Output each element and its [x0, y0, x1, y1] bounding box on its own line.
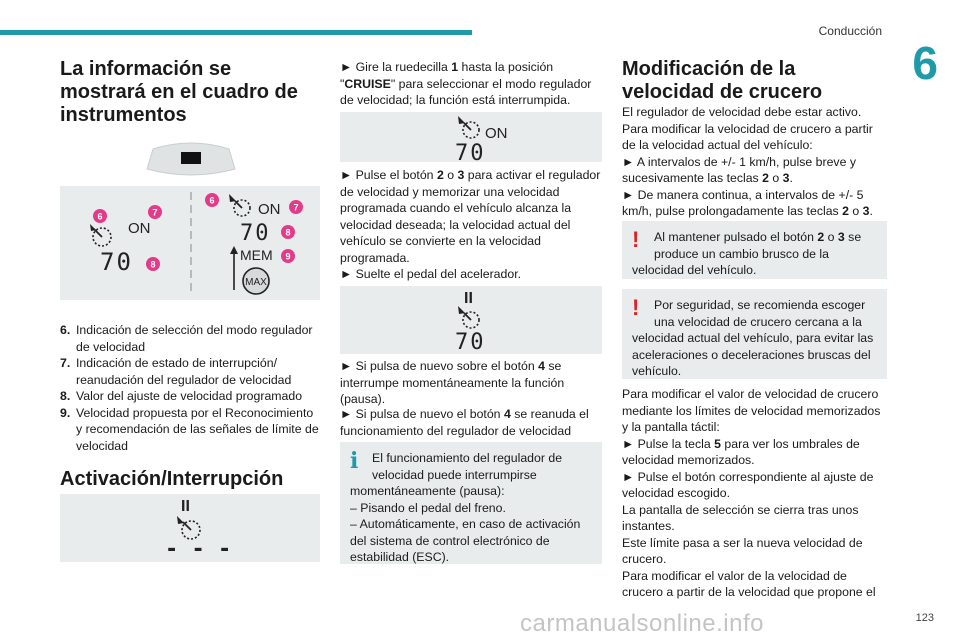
svg-text:II: II [464, 290, 473, 307]
svg-text:ON: ON [485, 125, 508, 142]
info-icon: i [350, 448, 359, 474]
mem-label: MEM [240, 247, 273, 263]
header-accent-bar [0, 30, 472, 35]
section-heading-display: La información se mostrará en el cuadro de instrumentos [60, 58, 298, 126]
svg-text:7: 7 [152, 207, 158, 218]
warning-icon: ! [632, 227, 640, 252]
badge-6-label: 6 [97, 211, 103, 222]
svg-text:ON: ON [258, 201, 281, 218]
svg-text:7: 7 [293, 202, 299, 213]
pause-indicator: II [181, 498, 190, 515]
step-select-mode: ► Gire la ruedecilla 1 hasta la posición "CRUISE" para seleccionar el modo regulador de velocidad; la función está interrumpida. [340, 60, 592, 107]
svg-text:70: 70 [455, 141, 486, 162]
warning-icon: ! [632, 295, 640, 320]
svg-text:6: 6 [209, 195, 215, 206]
warning-box-2: ! Por seguridad, se recomienda escoger una velocidad de crucero cercana a la velocidad actual del vehículo, para evitar las aceleraciones o deceleraciones bruscas del vehículo. [622, 289, 887, 379]
svg-text:70: 70 [240, 221, 271, 246]
chapter-title: Conducción [818, 24, 882, 38]
cluster-display-figure [60, 186, 320, 300]
chapter-number: 6 [912, 37, 938, 89]
modify-intro: El regulador de velocidad debe estar activo. Para modificar la velocidad de crucero a partir de la velocidad actual del vehículo: ► A intervalos de +/- 1 km/h, pulse breve y sucesivamente las teclas 2 o 3. ► De manera continua, a intervalos de +/- 5 km/h, pulse prolongadamente las teclas 2 o 3. [622, 105, 873, 218]
svg-text:8: 8 [285, 227, 291, 238]
warning-box-1: ! Al mantener pulsado el botón 2 o 3 se produce un cambio brusco de la velocidad del vehículo. [622, 221, 887, 279]
legend-item: 7. Indicación de estado de interrupción/ reanudación del regulador de velocidad [60, 356, 292, 387]
speedometer-icon-pause [177, 516, 200, 539]
svg-text:70: 70 [455, 330, 486, 354]
section-heading-activation: Activación/Interrupción [60, 468, 284, 490]
no-speed-dashes: - - - [165, 537, 232, 562]
speedometer-icon-pause-2 [458, 306, 479, 328]
step-release-pedal: ► Suelte el pedal del acelerador. [340, 267, 522, 281]
instrument-cluster-icon [145, 141, 237, 177]
step-activate: ► Pulse el botón 2 o 3 para activar el regulador de velocidad y memorizar una velocidad programada cuando el vehículo alcanza la velocidad deseada; la velocidad actual del vehículo se convierte en la velocidad programada. [340, 168, 601, 265]
pause-display-figure [60, 494, 320, 562]
info-box: i El funcionamiento del regulador de velocidad puede interrumpirse momentáneamente (pausa): – Pisando el pedal del freno. – Automáticamente, en caso de activación del sistema de control electrónico de estabilidad (ESC). [340, 442, 602, 564]
speedometer-icon-right [229, 194, 250, 216]
step-resume: ► Si pulsa de nuevo el botón 4 se reanuda el funcionamiento del regulador de velocidad [340, 407, 589, 438]
step-pause: ► Si pulsa de nuevo sobre el botón 4 se interrumpe momentáneamente la función (pausa). [340, 359, 565, 406]
speed-readout: 70 [100, 248, 133, 276]
legend-list [60, 322, 320, 454]
legend-item: 9. Velocidad propuesta por el Reconocimiento y recomendación de las señales de límite de velocidad [60, 405, 319, 453]
page-number: 123 [915, 612, 934, 624]
watermark: carmanualsonline.info [520, 610, 764, 637]
legend-item: 6. Indicación de selección del modo regulador de velocidad [60, 323, 313, 354]
touchscreen-instructions: Para modificar el valor de velocidad de crucero mediante los límites de velocidad memorizados y la pantalla táctil: ► Pulse la tecla 5 para ver los umbrales de velocidad memorizados. ► Pulse el botón correspondiente al ajuste de velocidad escogido. La pantalla de selección se cierra tras unos instantes. Este límite pasa a ser la nueva velocidad de crucero. Para modificar el valor de la velocidad de crucero a partir de la velocidad que propone el [622, 387, 881, 599]
speedometer-icon-on [458, 116, 479, 138]
legend-item: 8. Valor del ajuste de velocidad programado [60, 389, 303, 403]
on-display-figure [340, 112, 602, 162]
section-heading-modify: Modificación de la velocidad de crucero [622, 58, 823, 103]
speedometer-icon [90, 224, 111, 246]
pause-speed-figure [340, 286, 602, 354]
svg-text:MAX: MAX [245, 277, 267, 288]
svg-text:8: 8 [150, 259, 156, 270]
on-indicator: ON [128, 220, 151, 237]
svg-text:9: 9 [285, 251, 291, 262]
